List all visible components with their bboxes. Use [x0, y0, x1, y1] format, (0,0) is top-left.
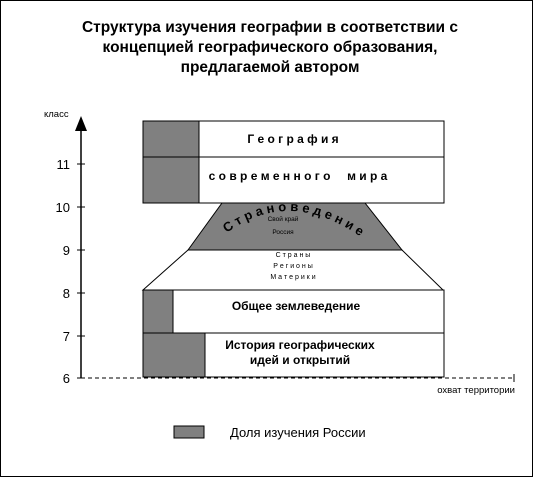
- y-tick-label: 8: [62, 286, 70, 301]
- title-line-2: концепцией географического образования,: [102, 39, 438, 56]
- y-axis-label: класс: [44, 109, 69, 120]
- y-axis-arrow-icon: [75, 116, 87, 131]
- history-label-line1: История географических: [225, 338, 375, 352]
- y-tick-label: 7: [62, 329, 70, 344]
- legend-label: Доля изучения России: [230, 425, 366, 440]
- x-axis-label: охват территории: [437, 385, 515, 396]
- general-earth-science-label: Общее землеведение: [231, 299, 361, 313]
- regional-studies-arc-text: С т р а н о в е д е н и е: [219, 198, 367, 239]
- continents-label: М а т е р и к и: [270, 274, 316, 281]
- title-line-1: Структура изучения географии в соответствии с: [81, 19, 458, 36]
- history-label-line2: идей и открытий: [249, 353, 351, 367]
- y-tick-label: 11: [56, 157, 70, 172]
- geography-title: Г е о г р а ф и я: [247, 132, 339, 146]
- modern-world-title: с о в р е м е н н о г о м и р а: [208, 169, 388, 183]
- title-line-3: предлагаемой автором: [180, 59, 360, 76]
- y-tick-label: 6: [62, 371, 70, 386]
- countries-label: С т р а н ы: [275, 252, 311, 259]
- y-tick-label: 10: [55, 200, 70, 215]
- russia-share-geography-row1: [143, 121, 199, 157]
- russia-share-earth-science: [143, 290, 173, 333]
- y-tick-label: 9: [62, 243, 70, 258]
- legend-swatch: [174, 426, 204, 438]
- russia-label: Россия: [272, 229, 294, 236]
- russia-share-geography-row2: [143, 157, 199, 203]
- home-region-label: Свой край: [267, 216, 299, 223]
- russia-share-history: [143, 333, 205, 377]
- regions-label: Р е г и о н ы: [273, 263, 313, 270]
